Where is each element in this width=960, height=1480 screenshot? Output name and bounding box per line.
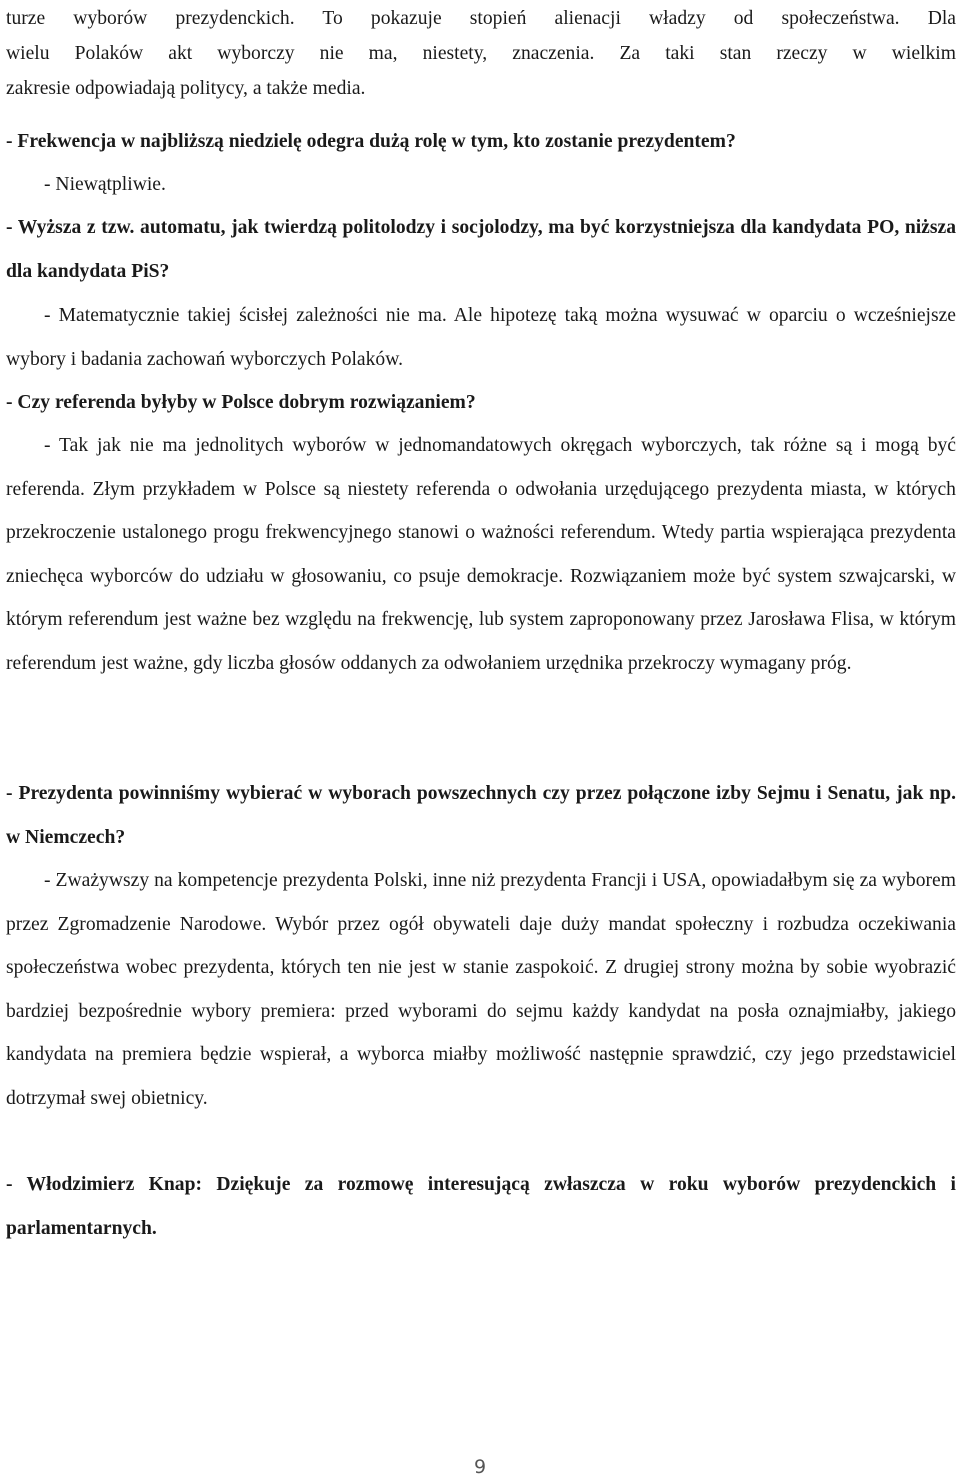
text-line: - Niewątpliwie. [44, 174, 166, 195]
question-4 [6, 772, 956, 859]
text-line: odwołaniem urzędnika przekroczy wymagany próg. [443, 652, 852, 674]
text-line: których ten nie jest w stanie zaspokoić. Z drugiej strony można by sobie wyobrazić bardziej [6, 957, 957, 1022]
intro-paragraph [6, 1, 956, 106]
text-line: daje duży mandat społeczny i rozbudza oczekiwania społeczeństwa wobec prezydenta, [6, 913, 956, 978]
text-line: - Zważywszy na kompetencje prezydenta Polski, inne niż prezydenta Francji i USA, [44, 870, 707, 891]
closing-remark [6, 1163, 956, 1250]
text-line: oparciu o wcześniejsze wybory i badania zachowań wyborczych Polaków. [6, 305, 956, 370]
text-line: bezpośrednie wybory premiera: przed wyborami do sejmu każdy kandydat na posła [78, 1000, 779, 1022]
answer-3 [6, 424, 956, 685]
text-line: - Prezydenta powinniśmy wybierać w wyborach powszechnych czy przez połączone izby [6, 783, 751, 804]
text-line: - Czy referenda byłyby w Polsce dobrym rozwiązaniem? [6, 392, 476, 413]
question-1 [6, 120, 956, 164]
answer-1 [6, 163, 956, 207]
text-line: - Włodzimierz Knap: Dziękuje za rozmowę interesującą zwłaszcza w roku wyborów [6, 1174, 801, 1195]
text-line: turze wyborów prezydenckich. To pokazuje stopień alienacji władzy od społeczeństwa. Dla [6, 8, 956, 29]
text-line: zakresie odpowiadają politycy, a także media. [6, 78, 366, 99]
text-line: dla kandydata PO, niższa dla kandydata PiS? [6, 217, 956, 282]
text-line: różne są i mogą być referenda. Złym przykładem w Polsce są niestety referenda o odwołania [6, 435, 956, 500]
question-2 [6, 206, 956, 293]
text-line: oznajmiałby, jakiego kandydata na premiera będzie wspierał, a wyborca miałby możliwość [6, 1000, 957, 1065]
text-line: prezydenckich i parlamentarnych. [6, 1174, 956, 1239]
text-line: w którym referendum jest ważne bez względu na frekwencję, lub system zaproponowany [6, 565, 957, 630]
text-line: urzędującego prezydenta miasta, w których przekroczenie ustalonego progu frekwencyjnego [6, 478, 956, 543]
text-line: - Matematycznie takiej ścisłej zależności nie ma. Ale hipotezę taką można wysuwać w [44, 305, 761, 326]
answer-4 [6, 859, 956, 1120]
text-line: opowiadałbym się za wyborem przez Zgromadzenie Narodowe. Wybór przez ogół obywateli [6, 870, 956, 935]
text-line: następnie sprawdzić, czy jego przedstawiciel dotrzymał swej obietnicy. [6, 1044, 956, 1109]
text-line: stanowi o ważności referendum. Wtedy partia wspierająca prezydenta zniechęca wyborców [6, 522, 956, 587]
page-number: 9 [473, 1456, 487, 1478]
text-line: - Tak jak nie ma jednolitych wyborów w jednomandatowych okręgach wyborczych, tak [44, 435, 775, 456]
text-line: przez Jarosława Flisa, w którym referendum jest ważne, gdy liczba głosów oddanych za [6, 609, 956, 674]
text-line: - Frekwencja w najbliższą niedzielę odegra dużą rolę w tym, kto zostanie prezydentem? [6, 131, 736, 152]
text-line: - Wyższa z tzw. automatu, jak twierdzą politolodzy i socjolodzy, ma być korzystniejsza [6, 217, 735, 238]
text-line: Sejmu i Senatu, jak np. w Niemczech? [6, 783, 956, 848]
text-line: do udziału w głosowaniu, co psuje demokracje. Rozwiązaniem może być system szwajcarski, [179, 565, 936, 587]
text-line: wielu Polaków akt wyborczy nie ma, niestety, znaczenia. Za taki stan rzeczy w wielkim [6, 43, 956, 64]
question-3 [6, 381, 956, 425]
answer-2 [6, 294, 956, 381]
